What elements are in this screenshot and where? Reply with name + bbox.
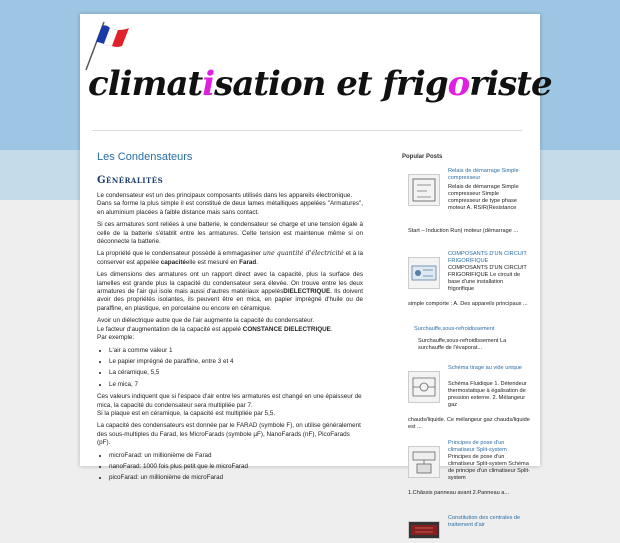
text: Dans sa forme la plus simple il est constitué de deux lames métalliques appelées "Armatures", en aluminium placées à faible distance mais sans contact. <box>97 200 363 216</box>
fluid-diagram-icon <box>409 372 439 402</box>
text: Le facteur d'augmentation de la capacité est appelé <box>97 325 243 333</box>
text: Ces valeurs indiquent que si l'espace d'air entre les armatures est changé en une épaisseur de mica, la capacité du condensateur sera multipliée par 7. <box>97 393 362 409</box>
text-italic: une quantité d'électricité <box>262 250 344 258</box>
section-heading: Généralités <box>97 175 164 186</box>
list-item: • nanoFarad: 1000 fois plus petit que le microFarad <box>109 463 363 471</box>
paragraph-capacity <box>97 250 363 267</box>
list-item: • L'air a comme valeur 1 <box>109 347 363 355</box>
text: . Ils doivent avoir des propriétés isolantes, ils peuvent être en mica, en papier imprégné d'huile ou de paraffine, en plastique, en porcelaine ou encore en céramique. <box>97 288 364 312</box>
air-handler-icon <box>409 522 439 538</box>
popular-post-link[interactable]: COMPOSANTS D'UN CIRCUIT FRIGORIFIQUE <box>448 251 527 264</box>
popular-post-link[interactable]: Schéma tirage au vide unique <box>448 365 523 371</box>
text: Le condensateur est un des principaux composants utilisés dans les appareils électronique. <box>97 192 353 199</box>
popular-post-snippet: Relais de démarrage Simple compresseur Simple compresseur de type phase moteur A. RSIR(Resistance <box>448 184 519 211</box>
split-system-icon <box>409 447 439 477</box>
popular-post-item <box>402 515 532 535</box>
list-item: • La céramique, 5,5 <box>109 369 363 377</box>
text-bold: DIELECTRIQUE <box>283 288 331 296</box>
sidebar-popular-posts <box>402 154 532 540</box>
post-thumbnail[interactable] <box>408 257 440 289</box>
popular-post-snippet: COMPOSANTS D'UN CIRCUIT FRIGORIFIQUE Le circuit de base d'une installation frigorifique <box>448 265 527 292</box>
popular-post-snippet: Schéma Fluidique 1. Détendeur thermostatique à égalisation de pression externe. 2. Mélangeur gaz <box>448 381 527 408</box>
title-part-3: riste <box>469 64 552 104</box>
paragraph-intro <box>97 192 363 217</box>
popular-post-link[interactable]: Surchauffe,sous-refroidissement <box>414 326 495 332</box>
title-part-1: climat <box>88 64 203 104</box>
paragraph-dielectric <box>97 271 363 313</box>
text: elle est mesuré en <box>185 258 240 266</box>
text-bold: CONSTANCE DIELECTRIQUE <box>242 325 331 333</box>
units-list <box>97 452 363 483</box>
paragraph-values <box>97 393 363 418</box>
text: . <box>256 258 259 266</box>
list-item: • microFarad: un millionième de Farad <box>109 452 363 460</box>
text: Avoir un diélectrique autre que de l'air augmente la capacité du condensateur. <box>97 317 315 325</box>
relay-diagram-icon <box>409 175 439 205</box>
title-part-2: sation et frig <box>214 64 448 104</box>
title-accent-i: i <box>202 64 215 104</box>
paragraph: Si ces armatures sont reliées à une batterie, le condensateur se charge et une tension égale à celle de la batterie s'établit entre les armatures. Celte tension est maintenue même si on déconnecte la batterie. <box>97 221 363 246</box>
popular-post-link[interactable]: Relais de démarrage Simple compresseur <box>448 168 519 181</box>
popular-post-item <box>402 365 532 435</box>
post-thumbnail[interactable] <box>408 174 440 206</box>
popular-post-snippet-cont: simple comporte : A. Des appareils principaux ... <box>408 301 528 307</box>
popular-post-link[interactable]: Constitution des centrales de traitement d'air <box>448 515 521 528</box>
list-item: • Le mica, 7 <box>109 381 363 389</box>
paragraph-constant <box>97 317 363 342</box>
blog-page <box>80 14 552 528</box>
sidebar-heading: Popular Posts <box>402 154 443 160</box>
text: . <box>330 325 333 333</box>
popular-post-link[interactable]: Principes de pose d'un climatiseur Split-system <box>448 440 507 453</box>
popular-post-snippet-cont: chauds/liquide. Ce mélangeur gaz chauds/liquide est ... <box>408 417 530 430</box>
post-body <box>97 192 363 487</box>
post-title[interactable]: Les Condensateurs <box>97 151 193 163</box>
popular-post-snippet-cont: 1.Châssis panneau avant 2.Panneau a... <box>408 490 510 496</box>
header-divider <box>92 130 522 131</box>
text: Si la plaque est en céramique, la capacité est multipliée par 5,5. <box>97 409 276 417</box>
text: Les dimensions des armatures ont un rapport direct avec la capacité, plus la surface des lamelles est grande plus la capacité du condensateur sera élevée. On trouve entre les deux armatures de l'air qui isole mais aussi d'autres matériaux appelés <box>97 271 363 296</box>
paragraph-units: La capacité des condensateurs est donnée par le FARAD (symbole F), on utilise généralement des sous-multiples du Farad, les MicroFarads (symbole µF), NanoFarads (nF), PicoFarads (pF). <box>97 422 361 447</box>
title-accent-o: o <box>447 64 470 104</box>
text: La propriété que le condensateur possède à emmagasiner <box>97 250 263 258</box>
circuit-diagram-icon <box>409 258 439 288</box>
text: Par exemple: <box>97 334 135 342</box>
popular-post-item <box>402 168 532 246</box>
list-item: • picoFarad: un millionième de microFarad <box>109 474 363 482</box>
blog-title[interactable] <box>88 64 552 104</box>
text: et à la conserver est appelée <box>97 250 363 266</box>
text-bold: Farad <box>239 258 257 266</box>
post-thumbnail[interactable] <box>408 521 440 539</box>
post-thumbnail[interactable] <box>408 446 440 478</box>
post-thumbnail[interactable] <box>408 371 440 403</box>
popular-post-item <box>402 251 532 321</box>
popular-post-snippet: Principes de pose d'un climatiseur Split-system Schéma de principe d'un climatiseur Split-system <box>448 454 530 481</box>
popular-post-item <box>402 440 532 510</box>
popular-post-snippet: Surchauffe,sous-refroidissement La surchauffe de l'évaporat... <box>418 338 507 351</box>
example-list <box>97 347 363 390</box>
popular-post-snippet-cont: Start – Induction Run) moteur (démarrage ... <box>408 228 519 234</box>
list-item: • Le papier imprégné de paraffine, entre 3 et 4 <box>109 358 363 366</box>
popular-post-item <box>402 326 532 360</box>
text-bold: capacité <box>160 258 186 266</box>
